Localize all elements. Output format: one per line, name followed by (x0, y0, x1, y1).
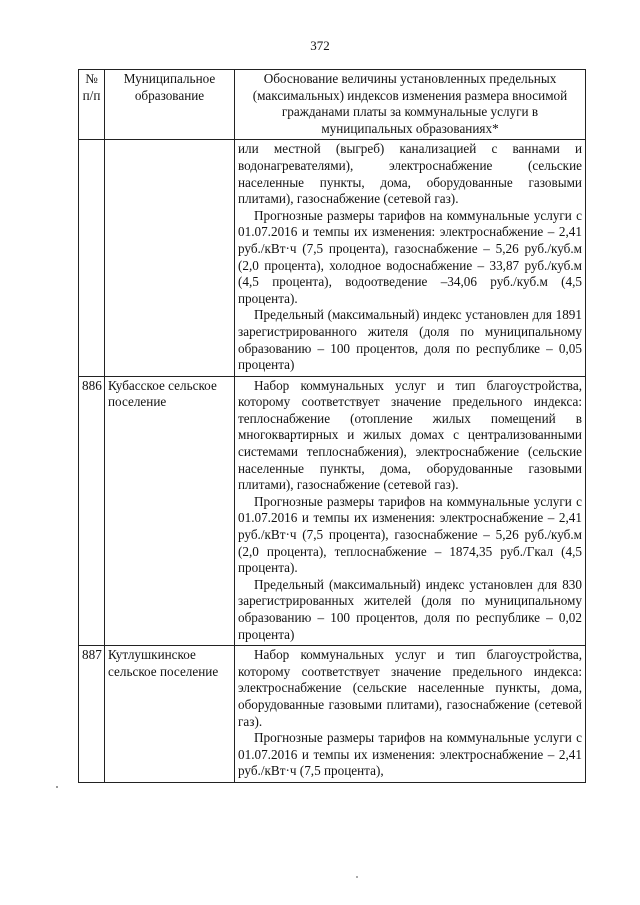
paragraph-service-set: Набор коммунальных услуг и тип благоустройства, которому соответствует значение предельного индекса: теплоснабжение (отопление жилых помещений в многоквартирных и жилых домах с централизованными системами теплоснабжения), электроснабжение (сельские населенные пункты, дома, оборудованные газовыми плитами), газоснабжение (сетевой газ). (238, 377, 582, 493)
row-justification (235, 140, 586, 376)
scan-speck (356, 876, 358, 878)
table-row-continuation (79, 140, 586, 376)
row-justification (235, 646, 586, 783)
paragraph-continuation-types: или местной (выгреб) канализацией с ваннами и водонагревателями), электроснабжение (сельские населенные пункты, дома, оборудованные газовыми плитами), газоснабжение (сетевой газ). (238, 141, 582, 207)
table-header-row (79, 70, 586, 140)
row-municipality: Кутлушкинское сельское поселение (105, 646, 235, 783)
paragraph-tariffs: Прогнозные размеры тарифов на коммунальные услуги с 01.07.2016 и темпы их изменения: электроснабжение – 2,41 руб./кВт·ч (7,5 процента), газоснабжение – 5,26 руб./куб.м (2,0 процента), теплоснабжение – 1874,35 руб./Гкал (4,5 процента). (238, 493, 582, 576)
row-municipality (105, 140, 235, 376)
page-number: 372 (310, 38, 330, 53)
table-row (79, 646, 586, 783)
header-justification: Обоснование величины установленных предельных (максимальных) индексов изменения размера вносимой гражданами платы за коммунальные услуги в муниципальных образованиях* (235, 70, 586, 140)
row-justification (235, 376, 586, 646)
paragraph-tariffs: Прогнозные размеры тарифов на коммунальные услуги с 01.07.2016 и темпы их изменения: электроснабжение – 2,41 руб./кВт·ч (7,5 процента), газоснабжение – 5,26 руб./куб.м (2,0 процента), холодное водоснабжение – 33,87 руб./куб.м (4,5 процента), водоотведение –34,06 руб./куб.м (4,5 процента). (238, 207, 582, 306)
header-municipality: Муниципальное образование (105, 70, 235, 140)
tariff-index-table (78, 69, 586, 783)
header-number: № п/п (79, 70, 105, 140)
row-number (79, 140, 105, 376)
paragraph-tariffs: Прогнозные размеры тарифов на коммунальные услуги с 01.07.2016 и темпы их изменения: электроснабжение – 2,41 руб./кВт·ч (7,5 процента), (238, 730, 582, 779)
row-number: 886 (79, 376, 105, 646)
paragraph-service-set: Набор коммунальных услуг и тип благоустройства, которому соответствует значение предельного индекса: электроснабжение (сельские населенные пункты, дома, оборудованные газовыми плитами), газоснабжение (сетевой газ). (238, 647, 582, 729)
paragraph-index-share: Предельный (максимальный) индекс установлен для 1891 зарегистрированного жителя (доля по муниципальному образованию – 100 процентов, доля по республике – 0,05 процента) (238, 307, 582, 373)
row-municipality: Кубасское сельское поселение (105, 376, 235, 646)
row-number: 887 (79, 646, 105, 783)
table-row (79, 376, 586, 646)
scan-speck (56, 786, 58, 788)
paragraph-index-share: Предельный (максимальный) индекс установлен для 830 зарегистрированных жителей (доля по муниципальному образованию – 100 процентов, доля по республике – 0,02 процента) (238, 576, 582, 642)
